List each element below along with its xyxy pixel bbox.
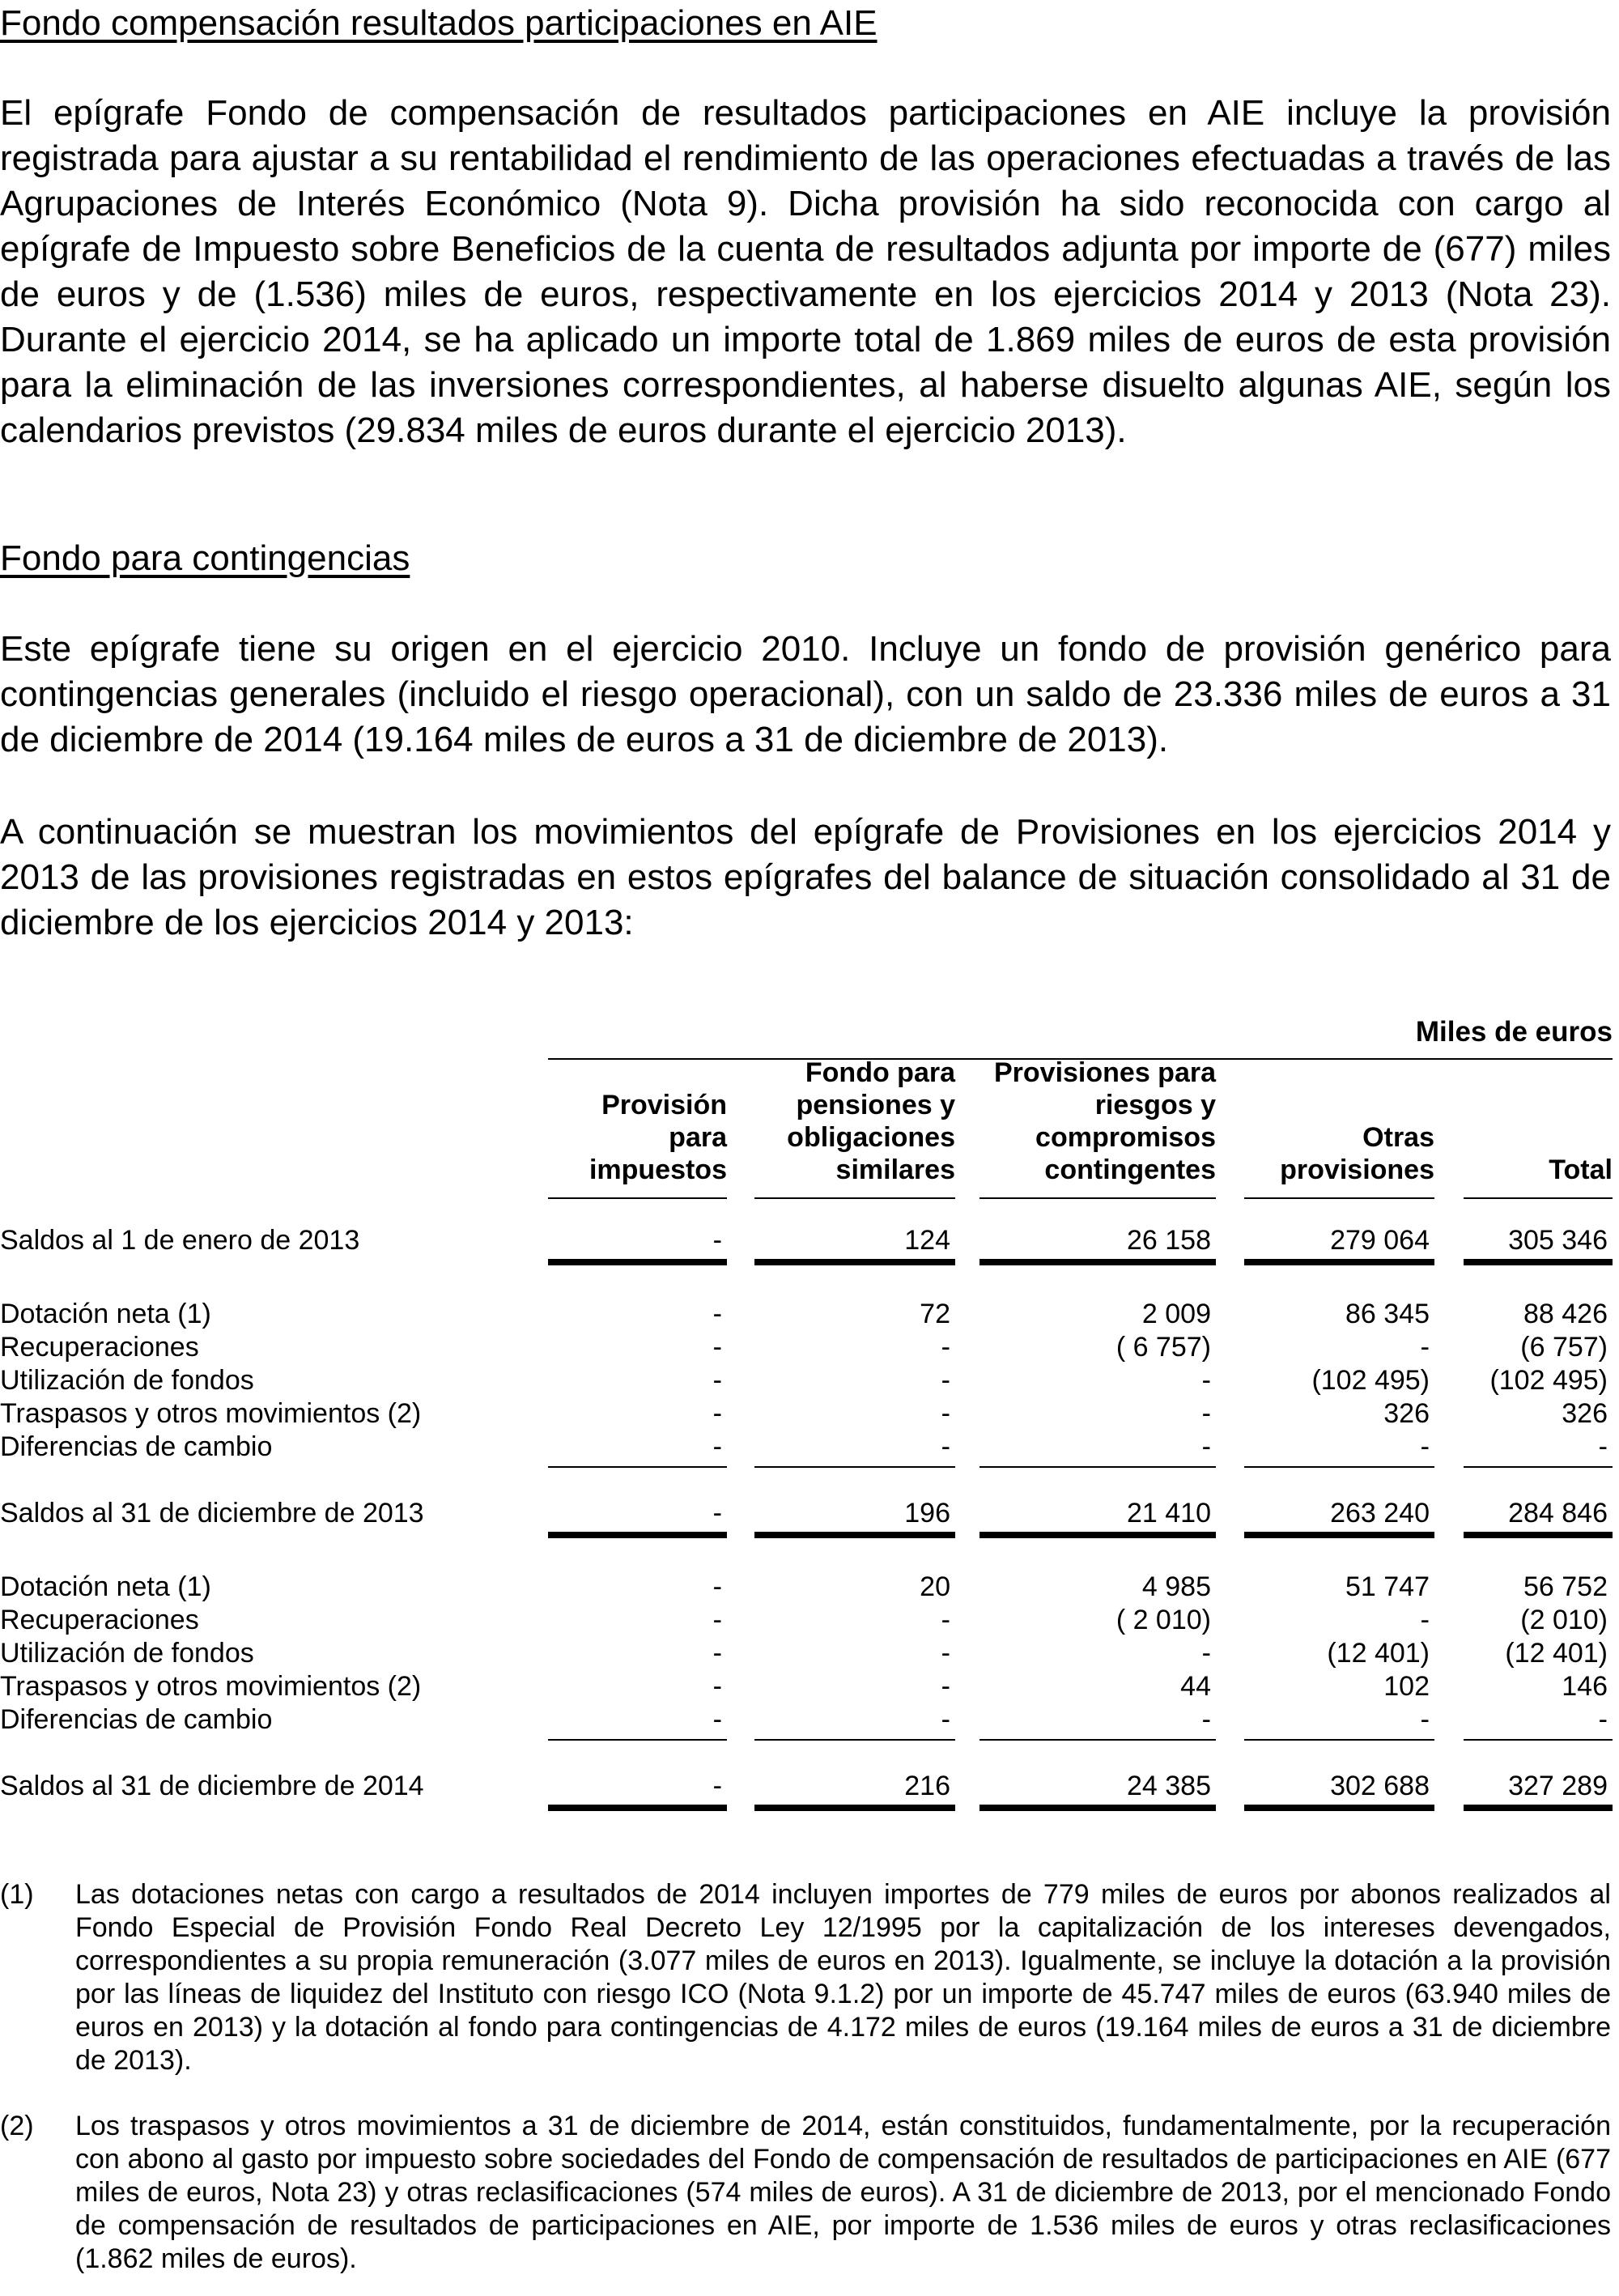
table-row [0,1225,1619,1258]
cell-fondo-pensiones: 72 [920,1299,950,1329]
cell-provisiones-riesgos: ( 6 757) [1115,1332,1211,1363]
cell-provisiones-riesgos: 24 385 [1127,1771,1211,1801]
table-row [0,1638,1619,1671]
total-rule [754,1805,955,1811]
cell-fondo-pensiones: - [941,1431,950,1462]
table-row [0,1332,1619,1365]
table-row [0,1704,1619,1737]
column-header-rule [548,1197,727,1199]
cell-provision-impuestos: - [712,1671,722,1702]
cell-otras-provisiones: (12 401) [1327,1638,1430,1669]
row-label: Saldos al 1 de enero de 2013 [0,1225,360,1256]
cell-total: (12 401) [1505,1638,1608,1669]
row-label: Saldos al 31 de diciembre de 2013 [0,1498,424,1529]
column-header-line: pensiones y [796,1090,955,1120]
cell-otras-provisiones: 302 688 [1330,1771,1430,1801]
cell-fondo-pensiones: - [941,1638,950,1669]
cell-provision-impuestos: - [712,1498,722,1529]
total-rule [1464,1805,1613,1811]
column-header-line: Total [1549,1154,1613,1185]
cell-provision-impuestos: - [712,1365,722,1396]
cell-provisiones-riesgos: 2 009 [1141,1299,1211,1329]
section-heading-aie: Fondo compensación resultados participaciones en AIE [0,3,877,43]
cell-otras-provisiones: 51 747 [1345,1571,1430,1602]
cell-otras-provisiones: 86 345 [1345,1299,1430,1329]
cell-total: 327 289 [1508,1771,1608,1801]
subtotal-rule [548,1739,727,1741]
cell-otras-provisiones: 326 [1383,1398,1430,1429]
subtotal-rule [979,1739,1216,1741]
cell-fondo-pensiones: - [941,1398,950,1429]
cell-fondo-pensiones: 216 [904,1771,950,1801]
row-label: Traspasos y otros movimientos (2) [0,1671,422,1702]
cell-provision-impuestos: - [712,1771,722,1801]
column-header-line: para [669,1122,727,1153]
cell-provisiones-riesgos: ( 2 010) [1115,1605,1211,1635]
column-header-line: Provisión [601,1090,727,1120]
cell-fondo-pensiones: 20 [920,1571,950,1602]
cell-otras-provisiones: - [1420,1704,1430,1735]
footnote-number: (1) [0,1879,34,1910]
cell-otras-provisiones: 263 240 [1330,1498,1430,1529]
cell-fondo-pensiones: - [941,1332,950,1363]
cell-otras-provisiones: 102 [1383,1671,1430,1702]
row-label: Diferencias de cambio [0,1431,273,1462]
cell-total: 284 846 [1508,1498,1608,1529]
cell-fondo-pensiones: - [941,1671,950,1702]
row-label: Recuperaciones [0,1605,199,1635]
subtotal-rule [1464,1466,1613,1468]
column-header-rule [1464,1197,1613,1199]
column-header-total [1464,1065,1613,1186]
cell-otras-provisiones: 279 064 [1330,1225,1430,1256]
column-header-line: contingentes [1044,1154,1216,1185]
total-rule [979,1259,1216,1265]
column-header-fondo-pensiones [754,1057,955,1186]
cell-provisiones-riesgos: 4 985 [1141,1571,1211,1602]
cell-total: 88 426 [1523,1299,1608,1329]
cell-total: 56 752 [1523,1571,1608,1602]
paragraph-intro: A continuación se muestran los movimientos del epígrafe de Provisiones en los ejercicios 2014 y 2013 de las provisiones registradas en estos epígrafes del balance de situación consolidado al 31 de diciembre de los ejercicios 2014 y 2013: [0,812,1611,942]
column-header-line: Fondo para [805,1057,955,1088]
paragraph-aie: El epígrafe Fondo de compensación de resultados participaciones en AIE incluye la provisión registrada para ajustar a su rentabilidad el rendimiento de las operaciones efectuadas a través de las Agrupaciones de Interés Económico (Nota 9). Dicha provisión ha sido reconocida con cargo al epígrafe de Impuesto sobre Beneficios de la cuenta de resultados adjunta por importe de (677) miles de euros y de (1.536) miles de euros, respectivamente en los ejercicios 2014 y 2013 (Nota 23). Durante el ejercicio 2014, se ha aplicado un importe total de 1.869 miles de euros de esta provisión para la eliminación de las inversiones correspondientes, al haberse disuelto algunas AIE, según los calendarios previstos (29.834 miles de euros durante el ejercicio 2013). [0,93,1611,450]
column-header-line: obligaciones [787,1122,955,1153]
cell-fondo-pensiones: - [941,1605,950,1635]
cell-total: 305 346 [1508,1225,1608,1256]
column-header-line: similares [835,1154,955,1185]
column-header-line: Otras [1362,1122,1434,1153]
table-row [0,1671,1619,1704]
subtotal-rule [1244,1739,1434,1741]
footnote-number: (2) [0,2111,34,2141]
row-label: Recuperaciones [0,1332,199,1363]
subtotal-rule [548,1466,727,1468]
column-header-provision-impuestos [548,1065,727,1186]
table-row [0,1498,1619,1531]
row-label: Dotación neta (1) [0,1571,211,1602]
section-heading-contingencias: Fondo para contingencias [0,538,410,578]
total-rule [754,1259,955,1265]
cell-total: 326 [1562,1398,1608,1429]
row-label: Dotación neta (1) [0,1299,211,1329]
cell-provisiones-riesgos: - [1201,1704,1211,1735]
column-header-rule [1244,1197,1434,1199]
total-rule [1464,1259,1613,1265]
cell-provision-impuestos: - [712,1332,722,1363]
table-row [0,1365,1619,1398]
column-header-rule [754,1197,955,1199]
total-rule [979,1805,1216,1811]
cell-otras-provisiones: - [1420,1431,1430,1462]
cell-provisiones-riesgos: 21 410 [1127,1498,1211,1529]
total-rule [979,1532,1216,1538]
cell-total: (102 495) [1489,1365,1608,1396]
cell-provisiones-riesgos: 44 [1180,1671,1211,1702]
paragraph-contingencias: Este epígrafe tiene su origen en el ejercicio 2010. Incluye un fondo de provisión genérico para contingencias generales (incluido el riesgo operacional), con un saldo de 23.336 miles de euros a 31 de diciembre de 2014 (19.164 miles de euros a 31 de diciembre de 2013). [0,629,1611,759]
cell-provision-impuestos: - [712,1605,722,1635]
total-rule [1244,1805,1434,1811]
subtotal-rule [754,1466,955,1468]
cell-fondo-pensiones: 124 [904,1225,950,1256]
total-rule [548,1805,727,1811]
column-header-line: Provisiones para [993,1057,1216,1088]
cell-provisiones-riesgos: - [1201,1638,1211,1669]
row-label: Diferencias de cambio [0,1704,273,1735]
table-row [0,1299,1619,1332]
row-label: Utilización de fondos [0,1365,254,1396]
cell-provision-impuestos: - [712,1225,722,1256]
subtotal-rule [1464,1739,1613,1741]
cell-total: (2 010) [1520,1605,1608,1635]
unit-label: Miles de euros [1415,1016,1613,1048]
cell-total: (6 757) [1520,1332,1608,1363]
total-rule [1244,1532,1434,1538]
row-label: Traspasos y otros movimientos (2) [0,1398,422,1429]
table-row [0,1431,1619,1465]
column-header-line: provisiones [1280,1154,1434,1185]
cell-fondo-pensiones: - [941,1365,950,1396]
table-row [0,1571,1619,1605]
cell-provisiones-riesgos: - [1201,1398,1211,1429]
cell-provision-impuestos: - [712,1398,722,1429]
row-label: Saldos al 31 de diciembre de 2014 [0,1771,424,1801]
total-rule [1464,1532,1613,1538]
cell-provisiones-riesgos: 26 158 [1127,1225,1211,1256]
cell-provisiones-riesgos: - [1201,1365,1211,1396]
cell-provision-impuestos: - [712,1638,722,1669]
cell-total: - [1598,1704,1608,1735]
provisions-table [0,1016,1619,1826]
cell-provisiones-riesgos: - [1201,1431,1211,1462]
total-rule [754,1532,955,1538]
cell-provision-impuestos: - [712,1431,722,1462]
subtotal-rule [754,1739,955,1741]
column-header-line: riesgos y [1094,1090,1216,1120]
subtotal-rule [1244,1466,1434,1468]
cell-otras-provisiones: (102 495) [1311,1365,1430,1396]
cell-provision-impuestos: - [712,1704,722,1735]
table-row [0,1398,1619,1431]
cell-fondo-pensiones: - [941,1704,950,1735]
cell-total: - [1598,1431,1608,1462]
footnote-text: Los traspasos y otros movimientos a 31 de diciembre de 2014, están constituidos, fundamentalmente, por la recuperación con abono al gasto por impuesto sobre sociedades del Fondo de compensación de resultados de participaciones en AIE (677 miles de euros, Nota 23) y otras reclasificaciones (574 miles de euros). A 31 de diciembre de 2013, por el mencionado Fondo de compensación de resultados de participaciones en AIE, por importe de 1.536 miles de euros y otras reclasificaciones (1.862 miles de euros). [75,2111,1611,2274]
column-header-line: impuestos [589,1154,727,1185]
column-header-rule [979,1197,1216,1199]
column-header-otras-provisiones [1244,1065,1434,1186]
cell-provision-impuestos: - [712,1571,722,1602]
table-row [0,1771,1619,1804]
row-label: Utilización de fondos [0,1638,254,1669]
cell-otras-provisiones: - [1420,1605,1430,1635]
subtotal-rule [979,1466,1216,1468]
table-row [0,1605,1619,1638]
total-rule [548,1532,727,1538]
total-rule [1244,1259,1434,1265]
cell-fondo-pensiones: 196 [904,1498,950,1529]
footnote-text: Las dotaciones netas con cargo a resultados de 2014 incluyen importes de 779 miles de euros por abonos realizados al Fondo Especial de Provisión Fondo Real Decreto Ley 12/1995 por la capitalización de los intereses devengados, correspondientes a su propia remuneración (3.077 miles de euros en 2013). Igualmente, se incluye la dotación a la provisión por las líneas de liquidez del Instituto con riesgo ICO (Nota 9.1.2) por un importe de 45.747 miles de euros (63.940 miles de euros en 2013) y la dotación al fondo para contingencias de 4.172 miles de euros (19.164 miles de euros a 31 de diciembre de 2013). [75,1879,1611,2076]
cell-total: 146 [1562,1671,1608,1702]
column-header-provisiones-riesgos [979,1057,1216,1186]
cell-provision-impuestos: - [712,1299,722,1329]
column-header-line: compromisos [1035,1122,1216,1153]
cell-otras-provisiones: - [1420,1332,1430,1363]
total-rule [548,1259,727,1265]
